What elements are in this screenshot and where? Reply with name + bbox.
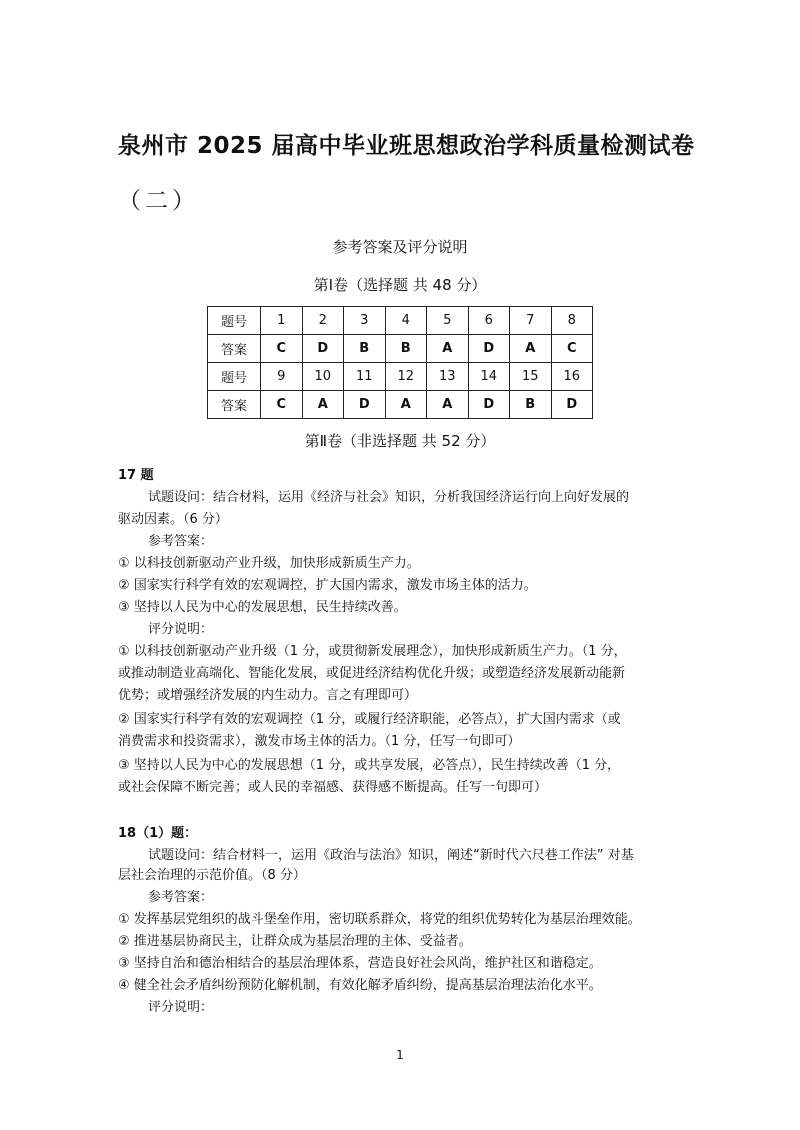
answer-table	[207, 306, 593, 419]
document-title-line1: 泉州市 2025 届高中毕业班思想政治学科质量检测试卷	[118, 133, 695, 159]
q18-heading: 18（1）题：	[118, 826, 198, 841]
question-number: 8	[551, 307, 593, 335]
question-number: 6	[468, 307, 510, 335]
question-number: 15	[510, 363, 552, 391]
q17-scoring-line: ② 国家实行科学有效的宏观调控（1 分，或履行经济职能，必答点），扩大国内需求（或	[118, 712, 621, 727]
part2-heading: 第Ⅱ卷（非选择题 共 52 分）	[304, 432, 496, 450]
q17-scoring-line: 优势；或增强经济发展的内生动力。言之有理即可）	[118, 688, 418, 703]
q17-question-line: 试题设问：结合材料，运用《经济与社会》知识，分析我国经济运行向上向好发展的	[148, 490, 630, 505]
question-number: 13	[427, 363, 469, 391]
answer-cell: A	[385, 391, 427, 419]
document-title-line2: （二）	[118, 188, 199, 214]
answer-cell: D	[302, 335, 344, 363]
q18-answer-point: ③ 坚持自治和德治相结合的基层治理体系，营造良好社会风尚，维护社区和谐稳定。	[118, 956, 602, 971]
q18-scoring-heading: 评分说明：	[148, 1000, 214, 1015]
answer-cell: D	[468, 391, 510, 419]
question-number: 10	[302, 363, 344, 391]
question-number: 2	[302, 307, 344, 335]
table-row	[208, 391, 593, 419]
table-row	[208, 363, 593, 391]
row-label: 题号	[208, 307, 261, 335]
q18-answer-point: ① 发挥基层党组织的战斗堡垒作用，密切联系群众，将党的组织优势转化为基层治理效能。	[118, 912, 641, 927]
page-number: 1	[396, 1048, 404, 1062]
question-number: 9	[261, 363, 303, 391]
answer-cell: C	[261, 335, 303, 363]
question-number: 14	[468, 363, 510, 391]
answer-cell: B	[344, 335, 386, 363]
question-number: 16	[551, 363, 593, 391]
answer-cell: B	[385, 335, 427, 363]
q17-question-line: 驱动因素。（6 分）	[118, 512, 228, 527]
table-row	[208, 335, 593, 363]
row-label: 答案	[208, 335, 261, 363]
question-number: 1	[261, 307, 303, 335]
answer-cell: D	[344, 391, 386, 419]
row-label: 答案	[208, 391, 261, 419]
q17-scoring-line: 消费需求和投资需求），激发市场主体的活力。（1 分，任写一句即可）	[118, 734, 521, 749]
table-row	[208, 307, 593, 335]
q17-scoring-line: 或推动制造业高端化、智能化发展，或促进经济结构优化升级；或塑造经济发展新动能新	[118, 666, 626, 681]
q18-answer-point: ④ 健全社会矛盾纠纷预防化解机制，有效化解矛盾纠纷，提高基层治理法治化水平。	[118, 978, 602, 993]
answer-cell: D	[551, 391, 593, 419]
q18-question-line: 试题设问：结合材料一，运用《政治与法治》知识，阐述“新时代六尺巷工作法” 对基	[148, 848, 634, 863]
q17-scoring-heading: 评分说明：	[148, 622, 214, 637]
question-number: 5	[427, 307, 469, 335]
answer-cell: A	[302, 391, 344, 419]
question-number: 4	[385, 307, 427, 335]
question-number: 12	[385, 363, 427, 391]
row-label: 题号	[208, 363, 261, 391]
q17-scoring-line: 或社会保障不断完善；或人民的幸福感、获得感不断提高。任写一句即可）	[118, 780, 548, 795]
question-number: 3	[344, 307, 386, 335]
q18-answer-point: ② 推进基层协商民主，让群众成为基层治理的主体、受益者。	[118, 934, 472, 949]
q18-answer-heading: 参考答案：	[148, 890, 214, 905]
q17-answer-point: ② 国家实行科学有效的宏观调控，扩大国内需求，激发市场主体的活力。	[118, 578, 537, 593]
subtitle: 参考答案及评分说明	[332, 238, 468, 256]
q17-heading: 17 题	[118, 468, 154, 483]
q17-answer-heading: 参考答案：	[148, 534, 214, 549]
q17-scoring-line: ③ 坚持以人民为中心的发展思想（1 分，或共享发展，必答点），民生持续改善（1 分，	[118, 758, 621, 773]
answer-cell: D	[468, 335, 510, 363]
answer-cell: C	[551, 335, 593, 363]
answer-cell: C	[261, 391, 303, 419]
answer-cell: A	[427, 335, 469, 363]
q17-scoring-line: ① 以科技创新驱动产业升级（1 分，或贯彻新发展理念），加快形成新质生产力。（1 分，	[118, 644, 627, 659]
q17-answer-point: ① 以科技创新驱动产业升级，加快形成新质生产力。	[118, 556, 420, 571]
q17-answer-point: ③ 坚持以人民为中心的发展思想，民生持续改善。	[118, 600, 407, 615]
answer-cell: A	[427, 391, 469, 419]
part1-heading: 第Ⅰ卷（选择题 共 48 分）	[313, 276, 487, 294]
question-number: 7	[510, 307, 552, 335]
q18-question-line: 层社会治理的示范价值。（8 分）	[118, 868, 306, 883]
answer-cell: A	[510, 335, 552, 363]
answer-cell: B	[510, 391, 552, 419]
question-number: 11	[344, 363, 386, 391]
